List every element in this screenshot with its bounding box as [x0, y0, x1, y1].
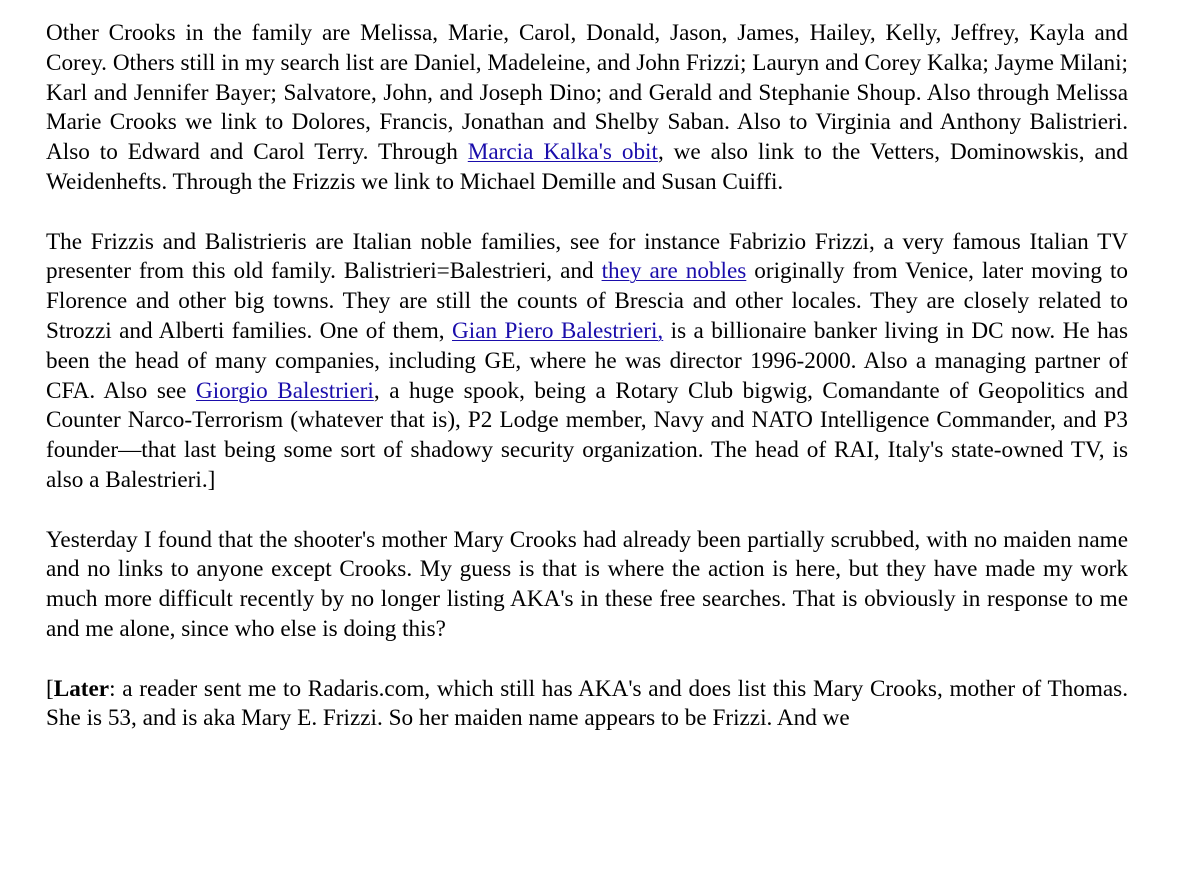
- paragraph-family-links: [46, 19, 1128, 198]
- paragraph-text: Yesterday I found that the shooter's mother Mary Crooks had already been partially scrubbed, with no maiden name and no links to anyone except Crooks. My guess is that is where the action is here, but they have made my work much more difficult recently by no longer listing AKA's in these free searches. That is obviously in response to me and me alone, since who else is doing this?: [46, 526, 1128, 642]
- paragraph-text: [: [46, 675, 54, 702]
- marcia-kalka-obit-link[interactable]: Marcia Kalka's obit: [467, 139, 658, 166]
- they-are-nobles-link[interactable]: they are nobles: [601, 258, 747, 285]
- paragraph-mary-crooks: [46, 526, 1128, 645]
- paragraph-later-note: [46, 675, 1128, 735]
- paragraph-text: The Frizzis and Balistrieris are Italian noble families, see for instance Fabrizio Frizzi, a very famous Italian TV presenter from this old family. Balistrieri=Balestrieri, and: [46, 228, 1128, 285]
- paragraph-text: originally from Venice, later moving to Florence and other big towns. They are still the counts of Brescia and other locales. They are closely related to Strozzi and Alberti families. One of them,: [46, 258, 1129, 344]
- paragraph-text: : a reader sent me to Radaris.com, which still has AKA's and does list this Mary Crooks, mother of Thomas. She is 53, and is aka Mary E. Frizzi. So her maiden name appears to be Frizzi. And we: [46, 675, 1128, 732]
- article-body: [46, 19, 1128, 764]
- paragraph-text: , a huge spook, being a Rotary Club bigwig, Comandante of Geopolitics and Counter Narco-Terrorism (whatever that is), P2 Lodge member, Navy and NATO Intelligence Commander, and P3 founder—that last being some sort of shadowy security organization. The head of RAI, Italy's state-owned TV, is also a Balestrieri.]: [46, 377, 1128, 493]
- gian-piero-balestrieri-link[interactable]: Gian Piero Balestrieri,: [452, 317, 664, 344]
- later-label: Later: [53, 675, 110, 702]
- paragraph-text: , we also link to the Vetters, Dominowskis, and Weidenhefts. Through the Frizzis we link to Michael Demille and Susan Cuiffi.: [46, 139, 1128, 195]
- paragraph-noble-families: [46, 228, 1128, 496]
- paragraph-text: Other Crooks in the family are Melissa, Marie, Carol, Donald, Jason, James, Hailey, Kelly, Jeffrey, Kayla and Corey. Others still in my search list are Daniel, Madeleine, and John Frizzi; Lauryn and Corey Kalka; Jayme Milani; Karl and Jennifer Bayer; Salvatore, John, and Joseph Dino; and Gerald and Stephanie Shoup. Also through Melissa Marie Crooks we link to Dolores, Francis, Jonathan and Shelby Saban. Also to Virginia and Anthony Balistrieri. Also to Edward and Carol Terry. Through: [46, 20, 1128, 166]
- paragraph-text: is a billionaire banker living in DC now. He has been the head of many companies, including GE, where he was director 1996-2000. Also a managing partner of CFA. Also see: [46, 317, 1128, 404]
- giorgio-balestrieri-link[interactable]: Giorgio Balestrieri: [195, 377, 374, 404]
